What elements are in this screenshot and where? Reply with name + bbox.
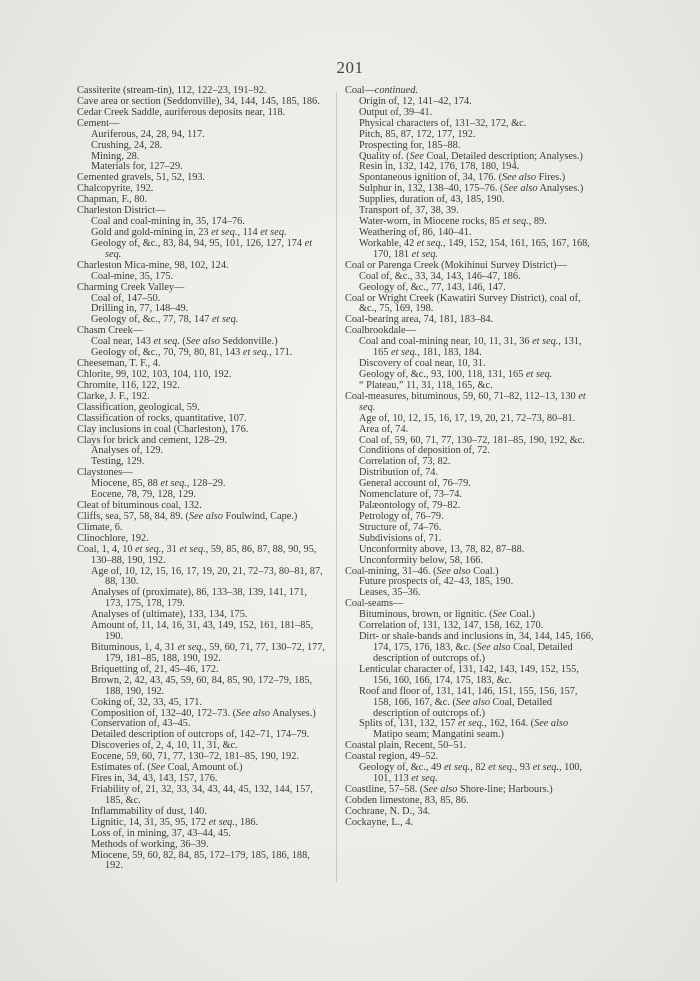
index-entry: Coastline, 57–58. (See also Shore-line; Harbours.) [345,784,553,795]
index-subentry: Coal and coal-mining near, 10, 11, 31, 36 et seq., 131, 165 et seq., 181, 183, 184. [359,336,582,359]
index-entry: Coal-seams— [345,598,404,610]
index-subentry: Coal-mine, 35, 175. [91,270,174,282]
index-column-right [345,86,597,829]
index-entry: Coal—continued. [345,85,418,96]
index-subentry: Transport of, 37, 38, 39. [359,205,459,217]
index-subentry: Coal and coal-mining in, 35, 174–76. [91,216,245,228]
index-subentry: Supplies, duration of, 43, 185, 190. [359,194,505,206]
index-entry: Charming Creek Valley— [77,281,185,293]
index-subentry: Sulphur in, 132, 138–40, 175–76. (See also Analyses.) [359,183,584,195]
index-entry: Charleston District— [77,205,166,217]
index-subentry: Drilling in, 77, 148–49. [91,303,189,315]
index-subentry: Coal of, 59, 60, 71, 77, 130–72, 181–85, 190, 192, &c. [359,434,585,446]
index-subentry: Eocene, 78, 79, 128, 129. [91,489,196,501]
index-entry: Clinochlore, 192. [77,532,149,544]
index-subentry: Briquetting of, 21, 45–46, 172. [91,663,219,675]
index-subentry: Age of, 10, 12, 15, 16, 17, 19, 20, 21, 72–73, 80–81, 87, 88, 130. [91,565,323,588]
index-subentry: Pitch, 85, 87, 172, 177, 192. [359,128,476,140]
index-subentry: Analyses of, 129. [91,445,164,457]
index-subentry: Detailed description of outcrops of, 142–71, 174–79. [91,729,310,741]
index-subentry: Methods of working, 36–39. [91,838,209,850]
index-subentry: Workable, 42 et seq., 149, 152, 154, 161, 165, 167, 168, 170, 181 et seq. [359,237,590,260]
index-entry: Cemented gravels, 51, 52, 193. [77,172,206,184]
index-entry: Claystones— [77,467,133,479]
index-subentry: Nomenclature of, 73–74. [359,489,462,501]
index-subentry: Splits of, 131, 132, 157 et seq., 162, 164. (See also Matipo seam; Mangatini seam.) [359,718,569,741]
index-subentry: Loss of, in mining, 37, 43–44, 45. [91,827,231,839]
index-entry: Cochrane, N. D., 34. [345,805,431,817]
index-entry: Chromite, 116, 122, 192. [77,379,180,391]
index-subentry: Estimates of. (See Coal, Amount of.) [91,762,243,774]
index-entry: Cheeseman, T. F., 4. [77,358,161,370]
index-subentry: Auriferous, 24, 28, 94, 117. [91,128,205,140]
index-subentry: Materials for, 127–29. [91,161,183,173]
index-entry: Cobden limestone, 83, 85, 86. [345,794,469,806]
index-subentry: Structure of, 74–76. [359,521,442,533]
index-entry: Charleston Mica-mine, 98, 102, 124. [77,259,229,271]
index-entry: Classification, geological, 59. [77,401,200,413]
index-subentry: Coal of, 147–50. [91,292,161,304]
index-subentry: Fires in, 34, 43, 143, 157, 176. [91,773,218,785]
index-entry: Cassiterite (stream-tin), 112, 122–23, 191–92. [77,85,267,96]
index-entry: Clays for brick and cement, 128–29. [77,434,228,446]
index-entry: Clarke, J. F., 192. [77,390,150,402]
index-subentry: Palæontology of, 79–82. [359,500,461,512]
index-subentry: Geology of, &c., 83, 84, 94, 95, 101, 126, 127, 174 et seq. [91,237,313,260]
index-subentry: Analyses of (ultimate), 133, 134, 175. [91,609,248,621]
index-subentry: Unconformity below, 58, 166. [359,554,484,566]
index-entry: Chapman, F., 80. [77,194,148,206]
index-subentry: Crushing, 24, 28. [91,139,163,151]
index-subentry: Conservation of, 43–45. [91,718,191,730]
index-subentry: Brown, 2, 42, 43, 45, 59, 60, 84, 85, 90, 172–79, 185, 188, 190, 192. [91,674,313,697]
index-entry: Coal-bearing area, 74, 181, 183–84. [345,314,494,326]
index-subentry: Discovery of coal near, 10, 31. [359,358,486,370]
index-subentry: Friability of, 21, 32, 33, 34, 43, 44, 45, 132, 144, 157, 185, &c. [91,784,313,806]
column-divider [336,92,337,882]
index-entry: Clay inclusions in coal (Charleston), 176. [77,423,249,435]
index-column-left [77,86,327,872]
index-subentry: Spontaneous ignition of, 34, 176. (See also Fires.) [359,172,566,184]
index-subentry: Miocene, 59, 60, 82, 84, 85, 172–179, 185, 186, 188, 192. [91,849,310,872]
index-subentry: Physical characters of, 131–32, 172, &c. [359,117,527,129]
index-subentry: Dirt- or shale-bands and inclusions in, 34, 144, 145, 166, 174, 175, 176, 183, &c. (See also Coal, Detailed description of outcrops of.) [359,631,594,664]
index-subentry: Weathering of, 86, 140–41. [359,226,472,238]
index-subentry: Geology of, &c., 77, 143, 146, 147. [359,281,506,293]
index-entry: Coalbrookdale— [345,325,416,337]
index-subentry: Geology of, &c., 70, 79, 80, 81, 143 et seq., 171. [91,347,293,359]
index-entry: Chasm Creek— [77,325,144,337]
index-subentry: Resin in, 132, 142, 176, 178, 180, 194. [359,161,520,173]
index-subentry: Testing, 129. [91,456,145,468]
index-subentry: Quality of. (See Coal, Detailed description; Analyses.) [359,150,583,162]
index-subentry: Age of, 10, 12, 15, 16, 17, 19, 20, 21, 72–73, 80–81. [359,412,576,424]
index-subentry: Bituminous, brown, or lignitic. (See Coal.) [359,609,535,621]
index-subentry: Leases, 35–36. [359,587,421,599]
index-subentry: Gold and gold-mining in, 23 et seq., 114 et seq. [91,226,287,238]
index-subentry: Distribution of, 74. [359,467,438,479]
index-subentry: Amount of, 11, 14, 16, 31, 43, 149, 152, 161, 181–85, 190. [91,620,314,643]
index-subentry: General account of, 76–79. [359,478,471,490]
index-entry: Cave area or section (Seddonville), 34, 144, 145, 185, 186. [77,95,320,107]
index-subentry: Lignitic, 14, 31, 35, 95, 172 et seq., 186. [91,816,259,828]
index-entry: Cockayne, L., 4. [345,816,414,828]
index-subentry: Conditions of deposition of, 72. [359,445,490,457]
index-subentry: Bituminous, 1, 4, 31 et seq., 59, 60, 71, 77, 130–72, 177, 179, 181–85, 188, 190, 192. [91,642,325,664]
index-subentry: Area of, 74. [359,423,409,435]
index-subentry: Eocene, 59, 60, 71, 77, 130–72, 181–85, 190, 192. [91,751,299,763]
index-subentry: Output of, 39–41. [359,106,433,118]
index-subentry: Unconformity above, 13, 78, 82, 87–88. [359,543,525,555]
index-subentry: Miocene, 85, 88 et seq., 128–29. [91,478,226,490]
index-subentry: Coking of, 32, 33, 45, 171. [91,696,202,708]
index-subentry: Geology of, &c., 77, 78, 147 et seq. [91,314,239,326]
index-subentry: Lenticular character of, 131, 142, 143, 149, 152, 155, 156, 160, 166, 174, 175, 183, &c. [359,663,579,686]
index-entry: Coal or Wright Creek (Kawatiri Survey District), coal of, &c., 75, 169, 198. [345,292,581,315]
index-subentry: Coal near, 143 et seq. (See also Seddonville.) [91,336,278,348]
index-entry: Cement— [77,117,120,129]
index-subentry: Origin of, 12, 141–42, 174. [359,95,472,107]
index-subentry: Composition of, 132–40, 172–73. (See also Analyses.) [91,707,316,719]
index-subentry: Correlation of, 131, 132, 147, 158, 162, 170. [359,620,544,632]
index-entry: Coastal region, 49–52. [345,751,439,763]
index-entry: Chlorite, 99, 102, 103, 104, 110, 192. [77,368,232,380]
index-subentry: Discoveries of, 2, 4, 10, 11, 31, &c. [91,740,238,752]
index-entry: Chalcopyrite, 192. [77,183,154,195]
index-entry: Cleat of bituminous coal, 132. [77,500,202,512]
index-subentry: Geology of, &c., 93, 100, 118, 131, 165 et seq. [359,368,553,380]
index-subentry: Correlation of, 73, 82. [359,456,451,468]
index-entry: Climate, 6. [77,521,123,533]
index-entry: Cliffs, sea, 57, 58, 84, 89. (See also Foulwind, Cape.) [77,510,298,522]
index-subentry: Roof and floor of, 131, 141, 146, 151, 155, 156, 157, 158, 166, 167, &c. (See also Coal, Detailed description of outcrops of.) [359,685,578,719]
index-subentry: Future prospects of, 42–43, 185, 190. [359,576,514,588]
index-entry: Coal or Parenga Creek (Mokihinui Survey District)— [345,259,567,271]
index-subentry: Geology of, &c., 49 et seq., 82 et seq., 93 et seq., 100, 101, 113 et seq. [359,762,583,785]
index-entry: Coastal plain, Recent, 50–51. [345,740,467,752]
index-entry: Classification of rocks, quantitative, 107. [77,412,247,424]
index-subentry: Mining, 28. [91,150,140,162]
index-subentry: “ Plateau,” 11, 31, 118, 165, &c. [359,379,493,391]
index-subentry: Prospecting for, 185–88. [359,139,461,151]
index-entry: Coal, 1, 4, 10 et seq., 31 et seq., 59, 85, 86, 87, 88, 90, 95, 130–88, 190, 192. [77,543,317,566]
index-entry: Coal-measures, bituminous, 59, 60, 71–82, 112–13, 130 et seq. [345,390,586,413]
page-number: 201 [336,58,364,77]
index-subentry: Analyses of (proximate), 86, 133–38, 139, 141, 171, 173, 175, 178, 179. [91,587,307,610]
index-subentry: Coal of, &c., 33, 34, 143, 146–47, 186. [359,270,521,282]
index-subentry: Water-worn, in Miocene rocks, 85 et seq., 89. [359,216,547,228]
index-subentry: Inflammability of dust, 140. [91,805,207,817]
index-subentry: Subdivisions of, 71. [359,532,442,544]
index-entry: Coal-mining, 31–46. (See also Coal.) [345,565,499,577]
index-subentry: Petrology of, 76–79. [359,510,444,522]
index-entry: Cedar Creek Saddle, auriferous deposits near, 118. [77,106,286,118]
